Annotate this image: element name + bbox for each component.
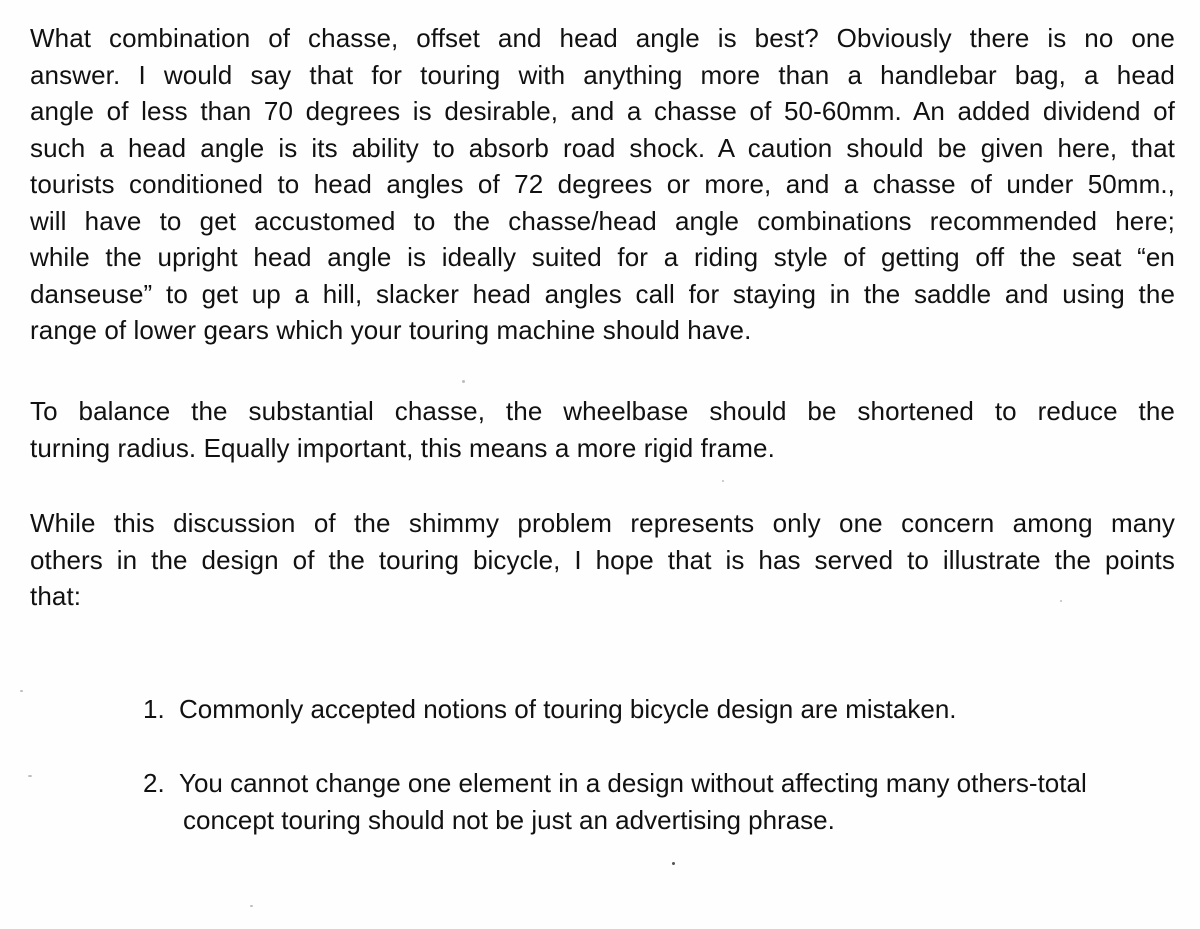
paragraph-line: To balance the substantial chasse, the wheelbase should be shortened to reduce the <box>30 396 1175 426</box>
paragraph-wheelbase <box>30 393 1175 466</box>
paragraph-line: while the upright head angle is ideally suited for a riding style of getting off the seat “en <box>30 242 1175 272</box>
scan-speck <box>462 380 465 383</box>
scan-speck <box>1060 600 1062 602</box>
scan-speck <box>28 775 32 777</box>
paragraph-line: angle of less than 70 degrees is desirable, and a chasse of 50-60mm. An added dividend of <box>30 96 1175 126</box>
list-item-text: You cannot change one element in a design without affecting many others-total <box>179 768 1087 798</box>
paragraph-line: danseuse” to get up a hill, slacker head angles call for staying in the saddle and using the <box>30 278 1175 309</box>
list-item-number: 1. <box>143 694 165 724</box>
paragraph-line: such a head angle is its ability to absorb road shock. A caution should be given here, that <box>30 132 1175 163</box>
paragraph-line: tourists conditioned to head angles of 72 degrees or more, and a chasse of under 50mm., <box>30 169 1175 199</box>
scan-speck <box>722 480 724 482</box>
paragraph-line: turning radius. Equally important, this means a more rigid frame. <box>30 432 775 463</box>
scan-speck <box>250 905 253 907</box>
paragraph-line: range of lower gears which your touring machine should have. <box>30 315 752 345</box>
list-item-text: concept touring should not be just an advertising phrase. <box>183 804 835 835</box>
paragraph-head-angle <box>30 20 1175 349</box>
list-item <box>143 691 1173 728</box>
paragraph-line: will have to get accustomed to the chasse/head angle combinations recommended here; <box>30 205 1175 236</box>
paragraph-shimmy <box>30 505 1175 615</box>
scan-speck <box>672 862 675 865</box>
list-item-text: Commonly accepted notions of touring bicycle design are mistaken. <box>179 694 957 724</box>
scan-speck <box>20 690 23 692</box>
list-item-number: 2. <box>143 768 165 798</box>
paragraph-line: answer. I would say that for touring with anything more than a handlebar bag, a head <box>30 59 1175 90</box>
paragraph-line: others in the design of the touring bicycle, I hope that is has served to illustrate the points <box>30 544 1175 575</box>
paragraph-line: that: <box>30 581 82 611</box>
paragraph-line: While this discussion of the shimmy problem represents only one concern among many <box>30 508 1175 538</box>
list-item <box>143 765 1173 838</box>
paragraph-line: What combination of chasse, offset and head angle is best? Obviously there is no one <box>30 23 1175 53</box>
